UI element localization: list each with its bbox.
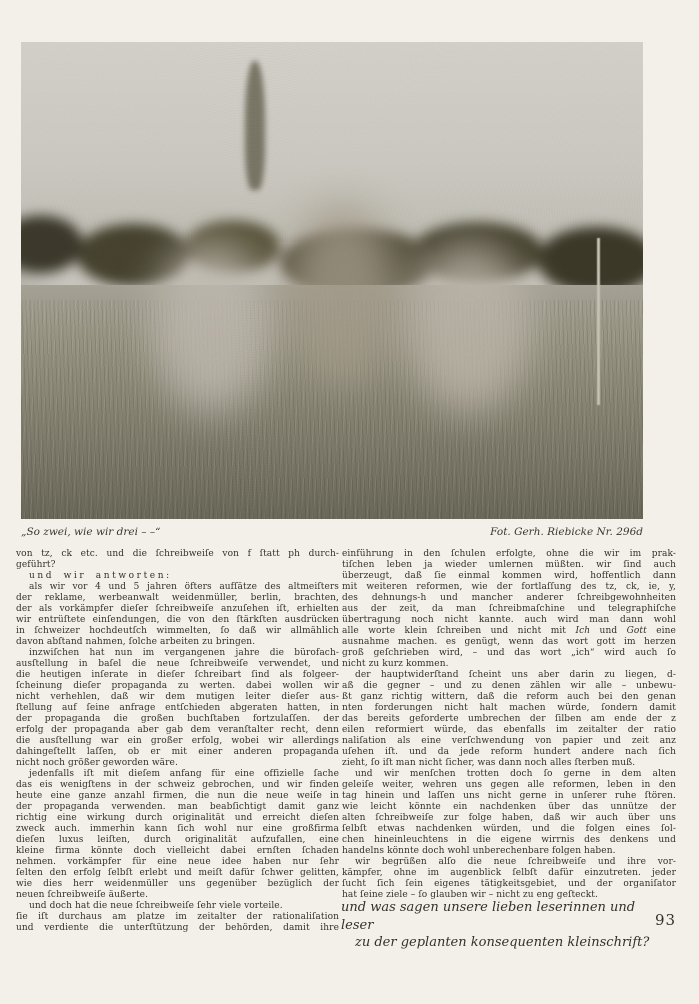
text-line: ßt ganz richtig wittern, daß die reform auch bei den genan: [342, 692, 676, 702]
text-line: groß geſchrieben wird, – und das wort „ich“ wird auch ſo: [342, 648, 676, 658]
text-line: als wir vor 4 und 5 jahren öfters aufſätze des altmeiſters: [29, 582, 339, 592]
text-line: jedenfalls iſt mit dieſem anfang für eine offizielle ſache: [29, 769, 339, 779]
article-column-left: [16, 549, 339, 934]
text-line: ausſtellung in baſel die neue ſchreibweiſe verwendet, und: [16, 659, 339, 669]
article-photo: [21, 42, 643, 519]
photo-film-grain: [21, 42, 643, 519]
text-line: der propaganda die großen buchſtaben fortzulaſſen. der: [16, 714, 339, 724]
text-line: die ausſtellung war ein großer erfolg, wobei wir allerdings: [16, 736, 339, 746]
text-line: uſehen iſt. und da jede reform hundert andere nach ſich: [342, 747, 676, 757]
closing-question-line: und was sagen unsere lieben leserinnen und leser: [341, 900, 636, 933]
text-line: dieſen luxus leiſten, durch originalität aufzufallen, eine: [16, 835, 339, 845]
text-line: nten forderungen nicht halt machen würde, ſondern damit: [342, 703, 676, 713]
photo-caption-quote: „So zwei, wie wir drei – –“: [21, 526, 161, 538]
page-number: 93: [655, 911, 677, 929]
text-line: der als vorkämpfer dieſer ſchreibweiſe anzuſehen iſt, erhielten: [16, 604, 339, 614]
photo-caption-row: [21, 526, 643, 538]
text-line: nicht verhehlen, daß wir dem mutigen leiter dieſer aus-: [16, 692, 339, 702]
text-line: zieht, ſo iſt man nicht ſicher, was dann noch alles ſterben muß.: [342, 758, 636, 768]
text-line: kleine firma könnte doch vielleicht dabei ernſten ſchaden: [16, 846, 339, 856]
text-line: ſucht ſich ſein eigenes tätigkeitsgebiet, und der organiſator: [342, 879, 676, 889]
text-line: und wir antworten:: [29, 571, 172, 581]
text-line: alle worte klein ſchreiben und nicht mit Ich und Gott eine: [342, 626, 676, 636]
text-line: heute eine ganze anzahl firmen, die nun die neue weiſe in: [16, 791, 339, 801]
text-line: wir entrüſtete einſendungen, die von den ſtärkſten ausdrücken: [16, 615, 339, 625]
text-line: aus der zeit, da man ſchreibmaſchine und telegraphiſche: [342, 604, 676, 614]
text-line: tiſchen leben ja wieder umlernen müßten. wir ſind auch: [342, 560, 676, 570]
text-line: neuen ſchreibweiſe äußerte.: [16, 890, 149, 900]
text-line: inzwiſchen hat nun im vergangenen jahre die bürofach-: [29, 648, 339, 658]
text-line: ausnahme machen. es genügt, wenn das wort gott im herzen: [342, 637, 676, 647]
text-line: geleiſe weiter, wehren uns gegen alle reformen, leben in den: [342, 780, 676, 790]
text-line: übertragung noch nicht kannte. auch wird man dann wohl: [342, 615, 676, 625]
closing-question-line: zu der geplanten konsequenten kleinschrift?: [355, 935, 650, 950]
text-line: und wir menſchen trotten doch ſo gerne in dem alten: [355, 769, 676, 779]
text-line: dahingeſtellt laſſen, ob er mit einer anderen propaganda: [16, 747, 339, 757]
text-line: aß die gegner – und zu denen zählen wir alle – unbewu-: [342, 681, 676, 691]
text-line: des dehnungs-h und mancher anderer ſchreibgewohnheiten: [342, 593, 676, 603]
text-line: wir begrüßen alſo die neue ſchreibweiſe und ihre vor-: [355, 857, 676, 867]
text-line: einführung in den ſchulen erfolgte, ohne die wir im prak-: [342, 549, 676, 559]
text-line: die heutigen inſerate in dieſer ſchreibart ſind als folgeer-: [16, 670, 339, 680]
text-line: ſtellung auf ſeine anfrage entſchieden abgeraten hatten, in: [16, 703, 339, 713]
text-line: naliſation als eine verſchwendung von papier und zeit anz: [342, 736, 676, 746]
text-line: und doch hat die neue ſchreibweiſe ſehr viele vorteile.: [29, 901, 283, 911]
text-line: der hauptwiderſtand ſcheint uns aber darin zu liegen, d-: [355, 670, 676, 680]
text-line: hat ſeine ziele – ſo glauben wir – nicht zu eng geſteckt.: [342, 890, 598, 900]
text-line: nicht noch größer geworden wäre.: [16, 758, 178, 768]
text-line: erfolg der propaganda aber gab dem veranſtalter recht, denn: [16, 725, 339, 735]
text-line: geführt?: [16, 560, 56, 570]
text-line: wie dies herr weidenmüller uns gegenüber bezüglich der: [16, 879, 339, 889]
article-column-right: [342, 549, 676, 901]
text-line: ſelten den erfolg ſelbſt erlebt und meiſt dafür ſchwer gelitten,: [16, 868, 339, 878]
text-line: ſelbſt etwas nachdenken würden, und die folgen eines ſol-: [342, 824, 676, 834]
text-line: wie leicht könnte ein nachdenken über das unnütze der: [342, 802, 676, 812]
text-line: und verdiente die unterſtützung der behörden, damit ihre: [16, 923, 339, 933]
text-line: der reklame, werbeanwalt weidenmüller, berlin, brachten,: [16, 593, 339, 603]
text-line: mit weiteren reformen, wie der fortlaſſung des tz, ck, ie, y,: [342, 582, 676, 592]
text-line: davon abſtand nahmen, ſolche arbeiten zu bringen.: [16, 637, 256, 647]
text-line: tag hinein und laſſen uns nicht gerne in unſerer ruhe ſtören.: [342, 791, 676, 801]
text-line: in ſchweizer hochdeutſch wimmelten, ſo daß wir allmählich: [16, 626, 339, 636]
text-line: chen hineinleuchtens in die eigene wirrnis des denkens und: [342, 835, 676, 845]
text-line: richtig eine wirkung durch originalität und erreicht dieſen: [16, 813, 339, 823]
text-line: handelns könnte doch wohl unberechenbare folgen haben.: [342, 846, 616, 856]
text-line: nicht zu kurz kommen.: [342, 659, 449, 669]
text-line: überzeugt, daß ſie einmal kommen wird, hoffentlich dann: [342, 571, 676, 581]
text-line: zweck auch. immerhin kann ſich wohl nur eine großfirma: [16, 824, 339, 834]
text-line: das eis wenigſtens in der schweiz gebrochen, und wir finden: [16, 780, 339, 790]
text-line: das bereits geforderte umbrechen der ſilben am ende der z: [342, 714, 676, 724]
text-line: alten ſchreibweiſe zur folge haben, daß wir auch über uns: [342, 813, 676, 823]
text-line: von tz, ck etc. und die ſchreibweiſe von f ſtatt ph durch-: [16, 549, 339, 559]
text-line: ſcheinung dieſer propaganda zu werten. dabei wollen wir: [16, 681, 339, 691]
text-line: nehmen. vorkämpfer für eine neue idee haben nur ſehr: [16, 857, 339, 867]
text-line: ſie iſt durchaus am platze im zeitalter der rationaliſation: [16, 912, 339, 922]
text-line: kämpfer, ohne im augenblick ſelbſt dafür einzutreten. jeder: [342, 868, 676, 878]
photo-credit: Fot. Gerh. Riebicke Nr. 296d: [490, 526, 643, 538]
text-line: der propaganda verwenden. man beabſichtigt damit ganz: [16, 802, 339, 812]
text-line: eilen reformiert würde, das ebenfalls im zeitalter der ratio: [342, 725, 676, 735]
closing-question: [341, 899, 659, 952]
